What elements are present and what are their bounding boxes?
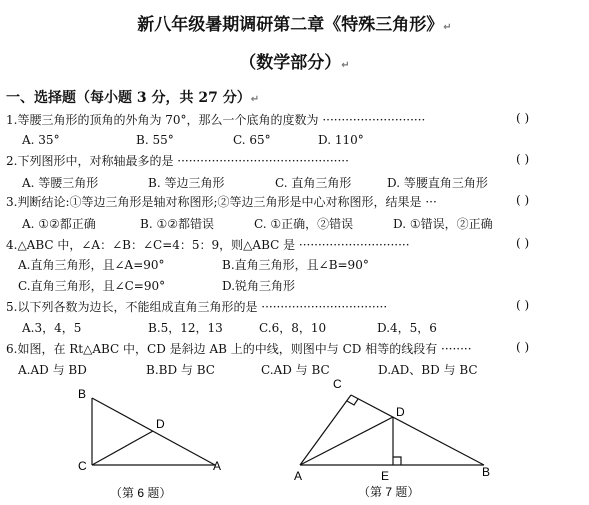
question-4-answer-paren: ( ) — [516, 236, 530, 250]
question-2-answer-paren: ( ) — [516, 152, 530, 166]
question-1-option-a: A. 35° — [22, 133, 60, 147]
question-6-option-d: D.AD、BD 与 BC — [378, 363, 478, 377]
figure-7-segment-ad — [300, 417, 393, 465]
question-4-option-a: A.直角三角形，且∠A=90° — [18, 258, 165, 272]
figure-7-right-angle-e — [393, 457, 401, 465]
question-5-option-b: B.5，12，13 — [148, 321, 223, 335]
paragraph-mark: ↵ — [443, 22, 452, 33]
question-6-option-a: A.AD 与 BD — [18, 363, 87, 377]
question-4-option-d: D.锐角三角形 — [222, 279, 296, 293]
figure-7-label-c: C — [333, 377, 342, 391]
figure-6-median-cd — [92, 431, 153, 465]
question-1-option-b: B. 55° — [136, 133, 174, 147]
question-3-option-b: B. ①②都错误 — [140, 217, 214, 231]
figure-7-label-d: D — [396, 405, 405, 419]
question-5-option-a: A.3，4，5 — [22, 321, 82, 335]
figure-7-right-angle-c — [347, 399, 358, 405]
question-6-option-b: B.BD 与 BC — [146, 363, 215, 377]
question-2-stem: 2.下列图形中，对称轴最多的是 ············································· — [6, 154, 349, 168]
paragraph-mark: ↵ — [250, 94, 260, 105]
question-1-stem: 1.等腰三角形的顶角的外角为 70°，那么一个底角的度数为 ··························· — [6, 113, 426, 127]
question-5-option-c: C.6，8，10 — [259, 321, 327, 335]
question-3-option-c: C. ①正确，②错误 — [254, 217, 354, 231]
figure-7-label-e: E — [381, 469, 390, 483]
figure-7-label-b: B — [482, 465, 491, 479]
question-2-option-a: A. 等腰三角形 — [22, 176, 99, 190]
section-heading-text: 一、选择题（每小题 3 分，共 27 分） — [6, 90, 251, 106]
document-subtitle — [0, 48, 589, 73]
question-3-stem: 3.判断结论:①等边三角形是轴对称图形;②等边三角形是中心对称图形，结果是 ··· — [6, 195, 437, 209]
question-6-stem: 6.如图，在 Rt△ABC 中，CD 是斜边 AB 上的中线，则图中与 CD 相等的线段有 ········ — [6, 342, 472, 356]
figure-7-side-cb — [351, 395, 484, 465]
question-5-option-d: D.4，5，6 — [377, 321, 437, 335]
question-2-option-d: D. 等腰直角三角形 — [387, 176, 488, 190]
question-1-option-c: C. 65° — [233, 133, 271, 147]
figure-6-label-a: A — [213, 459, 222, 473]
document-title — [0, 10, 589, 35]
figure-6 — [0, 380, 290, 505]
question-3-answer-paren: ( ) — [516, 193, 530, 207]
question-1-answer-paren: ( ) — [516, 111, 530, 125]
figure-6-label-b: B — [78, 387, 87, 401]
question-5-answer-paren: ( ) — [516, 298, 530, 312]
figure-7-label-a: A — [294, 469, 303, 483]
question-3-option-a: A. ①②都正确 — [22, 217, 96, 231]
figure-7-caption: （第 7 题） — [358, 485, 420, 499]
question-4-stem: 4.△ABC 中，∠A：∠B：∠C=4：5：9，则△ABC 是 ····························· — [6, 238, 410, 252]
question-1-option-d: D. 110° — [318, 133, 364, 147]
title-text: 新八年级暑期调研第二章《特殊三角形》 — [137, 15, 444, 35]
figure-6-caption: （第 6 题） — [110, 486, 172, 500]
section-heading — [6, 87, 259, 107]
question-3-option-d: D. ①错误，②正确 — [393, 217, 493, 231]
figure-7-side-ca — [300, 395, 351, 465]
figure-6-label-d: D — [156, 417, 165, 431]
question-4-option-b: B.直角三角形，且∠B=90° — [222, 258, 369, 272]
figure-7 — [290, 370, 589, 505]
question-2-option-b: B. 等边三角形 — [148, 176, 225, 190]
question-6-option-c: C.AD 与 BC — [261, 363, 330, 377]
question-6-answer-paren: ( ) — [516, 340, 530, 354]
question-2-option-c: C. 直角三角形 — [275, 176, 352, 190]
question-4-option-c: C.直角三角形，且∠C=90° — [18, 279, 166, 293]
question-5-stem: 5.以下列各数为边长，不能组成直角三角形的是 ································· — [6, 300, 388, 314]
figure-6-label-c: C — [78, 459, 87, 473]
subtitle-text: （数学部分） — [239, 53, 342, 73]
paragraph-mark: ↵ — [341, 60, 350, 71]
